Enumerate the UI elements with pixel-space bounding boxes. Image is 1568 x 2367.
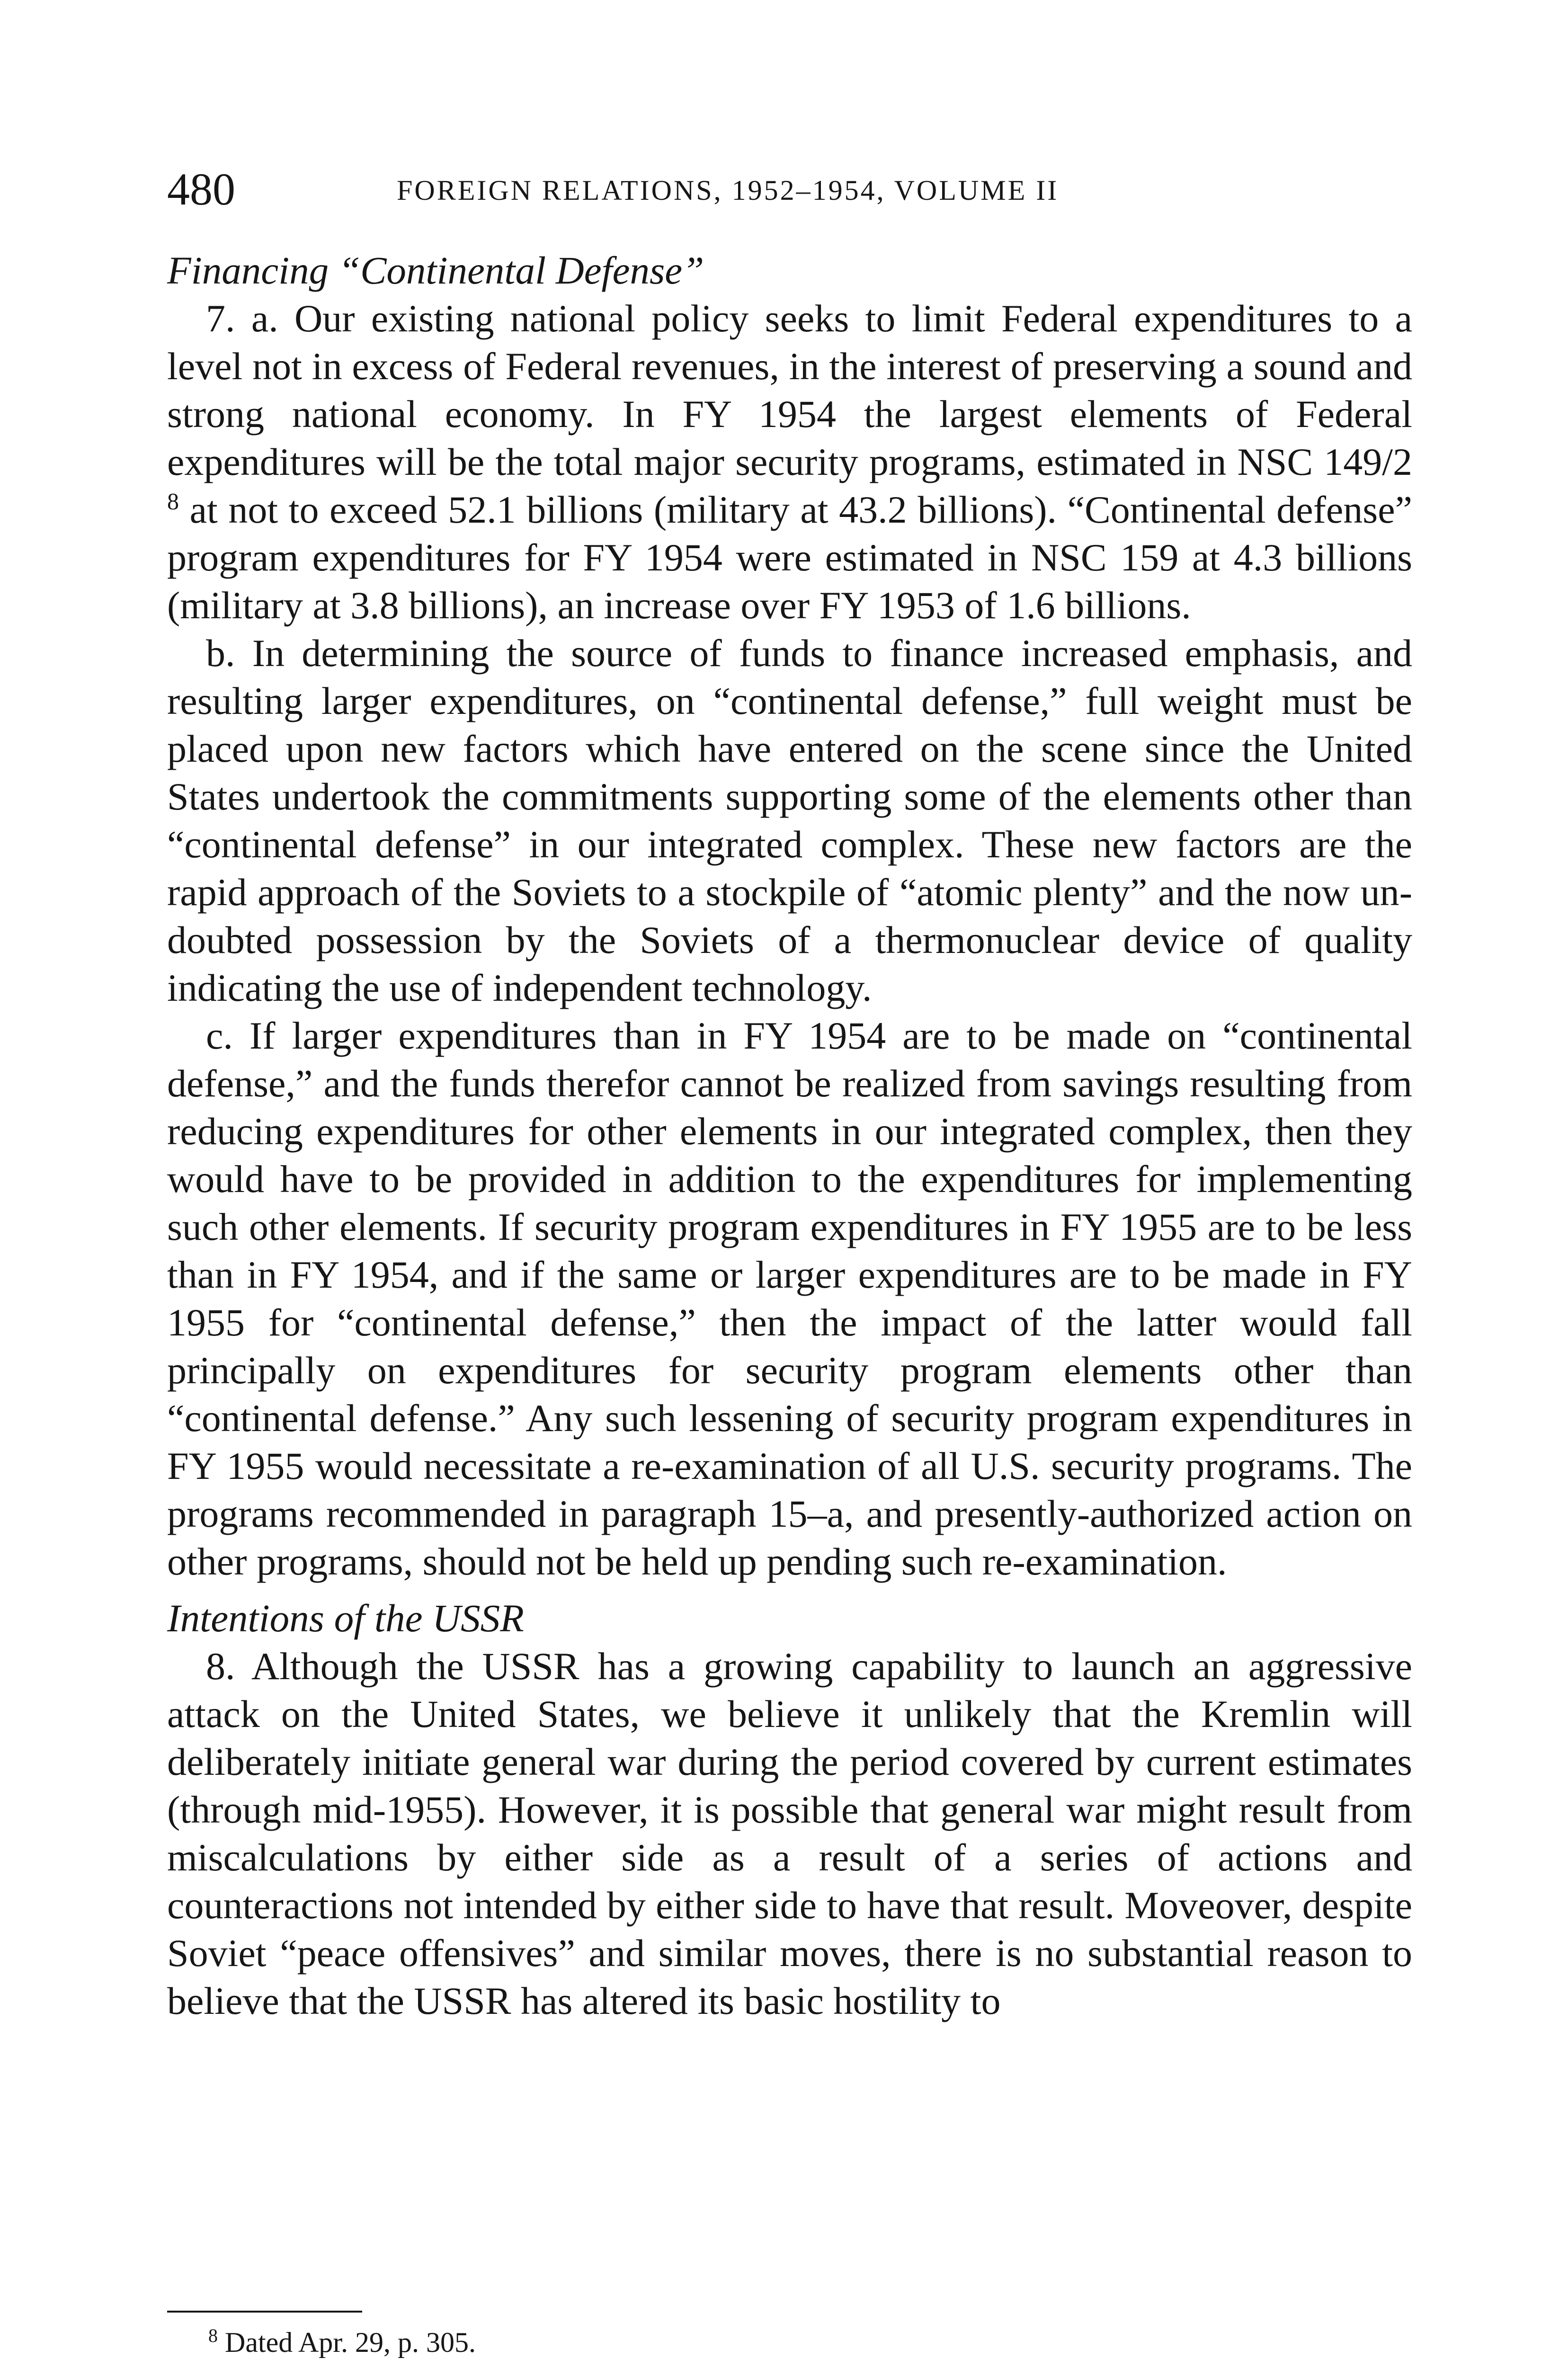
footnote-reference[interactable]: 8 bbox=[167, 488, 179, 515]
paragraph-7a-text-continued: at not to exceed 52.1 billions (military at 43.2 billions). “Continental defense” program expenditures for FY 1954 were estimated in NSC 159 at 4.3 billions (military at 3.8 billions), an increase over FY 1953 of 1.6 billions. bbox=[167, 488, 1412, 627]
footnote-divider bbox=[167, 2311, 362, 2313]
paragraph-7b: b. In determining the source of funds to finance increased emphasis, and resulting larger expenditures, on “continental defense,” full weight must be placed upon new factors which have entered on the scene since the United States undertook the commitments supporting some of the elements other than “continental defense” in our integrated complex. These new factors are the rapid approach of the Soviets to a stockpile of “atomic plenty” and the now undoubted possession by the Soviets of a thermonuclear device of quality indicating the use of independent technology. bbox=[167, 632, 1412, 1009]
body-text bbox=[167, 246, 1412, 2025]
footnote bbox=[208, 2323, 476, 2361]
page-number: 480 bbox=[167, 164, 235, 214]
running-head: FOREIGN RELATIONS, 1952–1954, VOLUME II bbox=[397, 175, 1059, 206]
footnote-marker: 8 bbox=[208, 2325, 218, 2346]
paragraph-8: 8. Although the USSR has a growing capability to launch an aggressive attack on the United States, we believe it unlikely that the Kremlin will deliberately initiate general war during the period covered by current estimates (through mid-1955). However, it is possible that general war might result from miscalculations by either side as a result of a series of actions and counteractions not intended by either side to have that result. Moveover, despite Soviet “peace offensives” and similar moves, there is no substantial reason to believe that the USSR has altered its basic hostility to bbox=[167, 1645, 1412, 2022]
footnote-text: Dated Apr. 29, p. 305. bbox=[218, 2327, 476, 2358]
paragraph-7a-text: 7. a. Our existing national policy seeks to limit Federal expenditures to a level not in excess of Federal revenues, in the interest of preserving a sound and strong national economy. In FY 1954 the largest elements of Federal expenditures will be the total major security programs, estimated in NSC 149/2 bbox=[167, 297, 1412, 483]
page-header bbox=[167, 161, 1445, 218]
paragraph-7a bbox=[167, 294, 1412, 629]
paragraph-7c: c. If larger expenditures than in FY 1954 are to be made on “continental defense,” and the funds therefor cannot be realized from savings resulting from reducing expenditures for other elements in our integrated complex, then they would have to be provided in addition to the expenditures for implementing such other elements. If security program expenditures in FY 1955 are to be less than in FY 1954, and if the same or larger expenditures are to be made in FY 1955 for “continental defense,” then the impact of the latter would fall principally on expenditures for security program elements other than “continental defense.” Any such lessening of security program expenditures in FY 1955 would necessitate a re-examination of all U.S. security programs. The programs recommended in paragraph 15–a, and presently-authorized action on other programs, should not be held up pending such re-examination. bbox=[167, 1014, 1412, 1583]
section-heading-financing: Financing “Continental Defense” bbox=[167, 249, 704, 292]
section-heading-intentions: Intentions of the USSR bbox=[167, 1596, 524, 1640]
